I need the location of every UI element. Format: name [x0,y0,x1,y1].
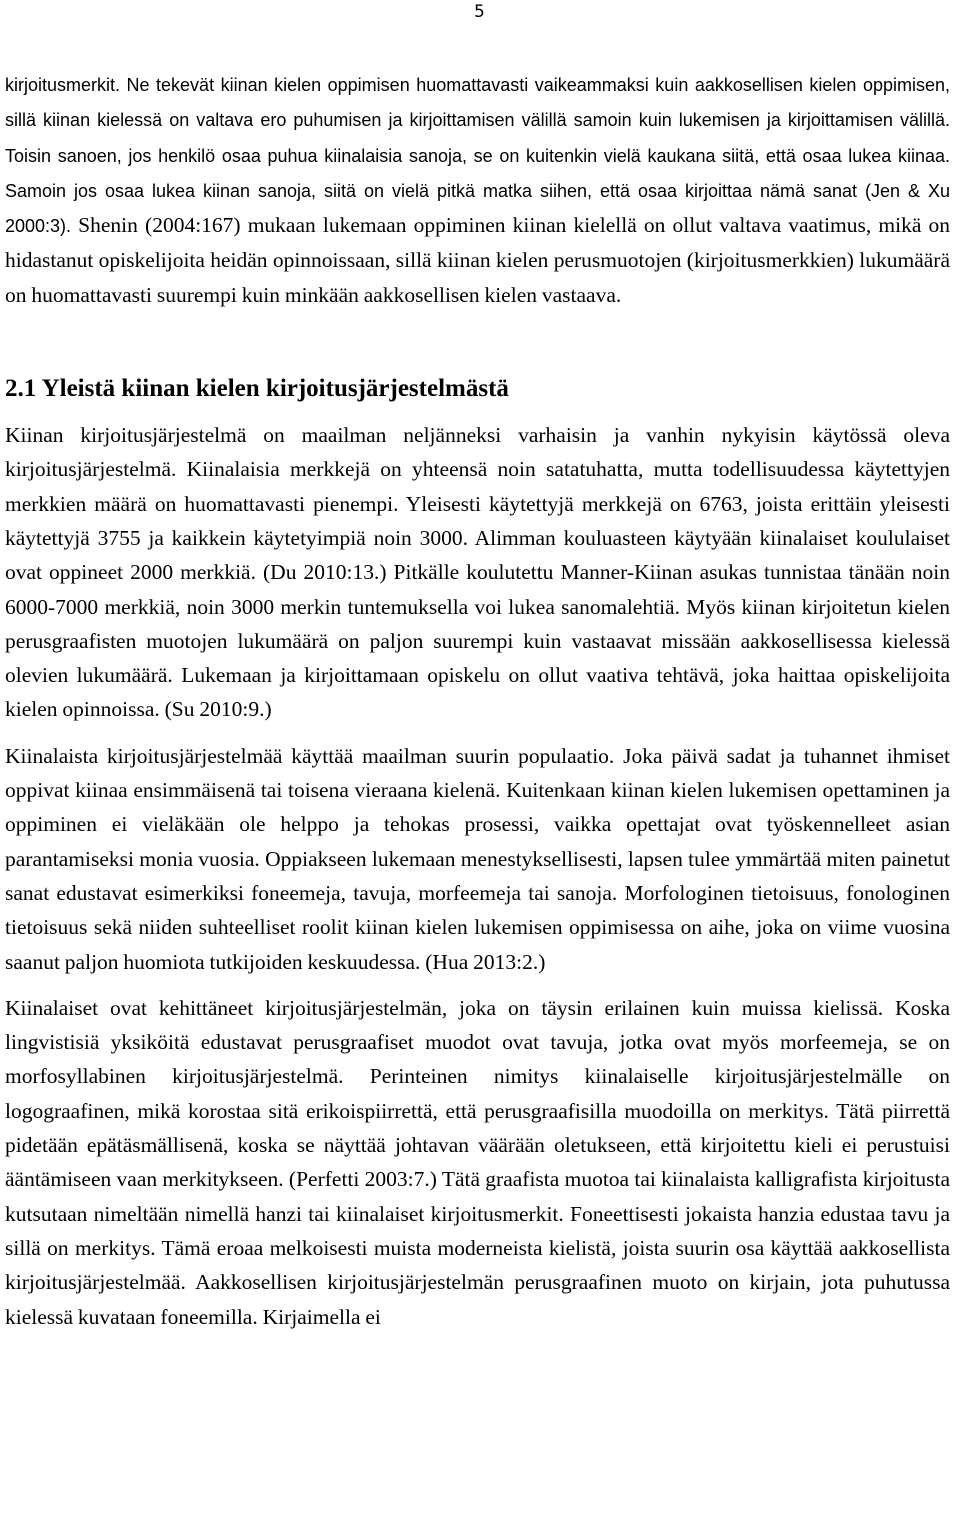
page-number: 5 [474,2,485,22]
section-heading: 2.1 Yleistä kiinan kielen kirjoitusjärjestelmästä [5,375,509,403]
body-paragraph-1: Kiinan kirjoitusjärjestelmä on maailman neljänneksi varhaisin ja vanhin nykyisin käytössä oleva kirjoitusjärjestelmä. Kiinalaisia merkkejä on yhteensä noin satatuhatta, mutta todellisuudessa käytettyjen merkkien määrä on huomattavasti pienempi. Yleisesti käytettyjä merkkejä on 6763, joista erittäin yleisesti käytettyjä 3755 ja kaikkein käytetyimpiä noin 3000. Alimman kouluasteen käytyään kiinalaiset koululaiset ovat oppineet 2000 merkkiä. (Du 2010:13.) Pitkälle koulutettu Manner-Kiinan asukas tunnistaa tänään noin 6000-7000 merkkiä, noin 3000 merkin tuntemuksella voi lukea sanomalehtiä. Myös kiinan kirjoitetun kielen perusgraafisten muotojen lukumäärä on paljon suurempi kuin vastaavat missään aakkosellisessa kielessä olevien lukumäärä. Lukemaan ja kirjoittamaan opiskelu on ollut vaativa tehtävä, joka haittaa opiskelijoita kielen opinnoissa. (Su 2010:9.) [5,423,950,722]
intro-paragraph [5,67,950,312]
body-paragraph-3: Kiinalaiset ovat kehittäneet kirjoitusjärjestelmän, joka on täysin erilainen kuin muissa kielissä. Koska lingvistisiä yksiköitä edustavat perusgraafiset muodot ovat tavuja, jotka ovat myös morfeemeja, se on morfosyllabinen kirjoitusjärjestelmä. Perinteinen nimitys kiinalaiselle kirjoitusjärjestelmälle on logograafinen, mikä korostaa sitä erikoispiirrettä, että perusgraafisilla muodoilla on merkitys. Tätä piirrettä pidetään epätäsmällisenä, koska se näyttää johtavan väärään oletukseen, että kirjoitettu kieli ei perustuisi ääntämiseen vaan merkitykseen. (Perfetti 2003:7.) Tätä graafista muotoa tai kiinalaista kalligrafista kirjoitusta kutsutaan nimeltään nimellä hanzi tai kiinalaiset kirjoitusmerkit. Foneettisesti jokaista hanzia edustaa tavu ja sillä on merkitys. Tämä eroaa melkoisesti muista moderneista kielistä, joista suurin osa käyttää aakkosellista kirjoitusjärjestelmää. Aakkosellisen kirjoitusjärjestelmän perusgraafinen muoto on kirjain, jota puhutussa kielessä kuvataan foneemilla. Kirjaimella ei [5,995,950,1329]
body-paragraph-2: Kiinalaista kirjoitusjärjestelmää käyttää maailman suurin populaatio. Joka päivä sadat ja tuhannet ihmiset oppivat kiinaa ensimmäisenä tai toisena vieraana kielenä. Kuitenkaan kiinan kielen lukemisen opettaminen ja oppiminen ei vieläkään ole helppo ja tehokas prosessi, vaikka opettajat ovat työskennelleet asian parantamiseksi monia vuosia. Oppiakseen lukemaan menestyksellisesti, lapsen tulee ymmärtää miten painetut sanat edustavat esimerkiksi foneemeja, tavuja, morfeemeja tai sanoja. Morfologinen tietoisuus, fonologinen tietoisuus sekä niiden suhteelliset roolit kiinan kielen lukemisen oppimisessa on aihe, joka on viime vuosina saanut paljon huomiota tutkijoiden keskuudessa. (Hua 2013:2.) [5,743,950,974]
intro-text-serif: Shenin (2004:167) mukaan lukemaan oppiminen kiinan kielellä on ollut valtava vaatimus, mikä on hidastanut opiskelijoita heidän opinnoissaan, sillä kiinan kielen perusmuotojen (kirjoitusmerkkien) lukumäärä on huomattavasti suurempi kuin minkään aakkosellisen kielen vastaava. [5,213,950,307]
intro-text-sans: kirjoitusmerkit. Ne tekevät kiinan kielen oppimisen huomattavasti vaikeammaksi kuin aakkosellisen kielen oppimisen, sillä kiinan kielessä on valtava ero puhumisen ja kirjoittamisen välillä samoin kuin lukemisen ja kirjoittamisen välillä. Toisin sanoen, jos henkilö osaa puhua kiinalaisia sanoja, se on kuitenkin vielä kaukana siitä, että osaa lukea kiinaa. Samoin jos osaa lukea kiinan sanoja, siitä on vielä pitkä matka siihen, että osaa kirjoittaa nämä sanat (Jen & Xu 2000:3). [5,75,950,237]
document-body [5,67,950,1334]
